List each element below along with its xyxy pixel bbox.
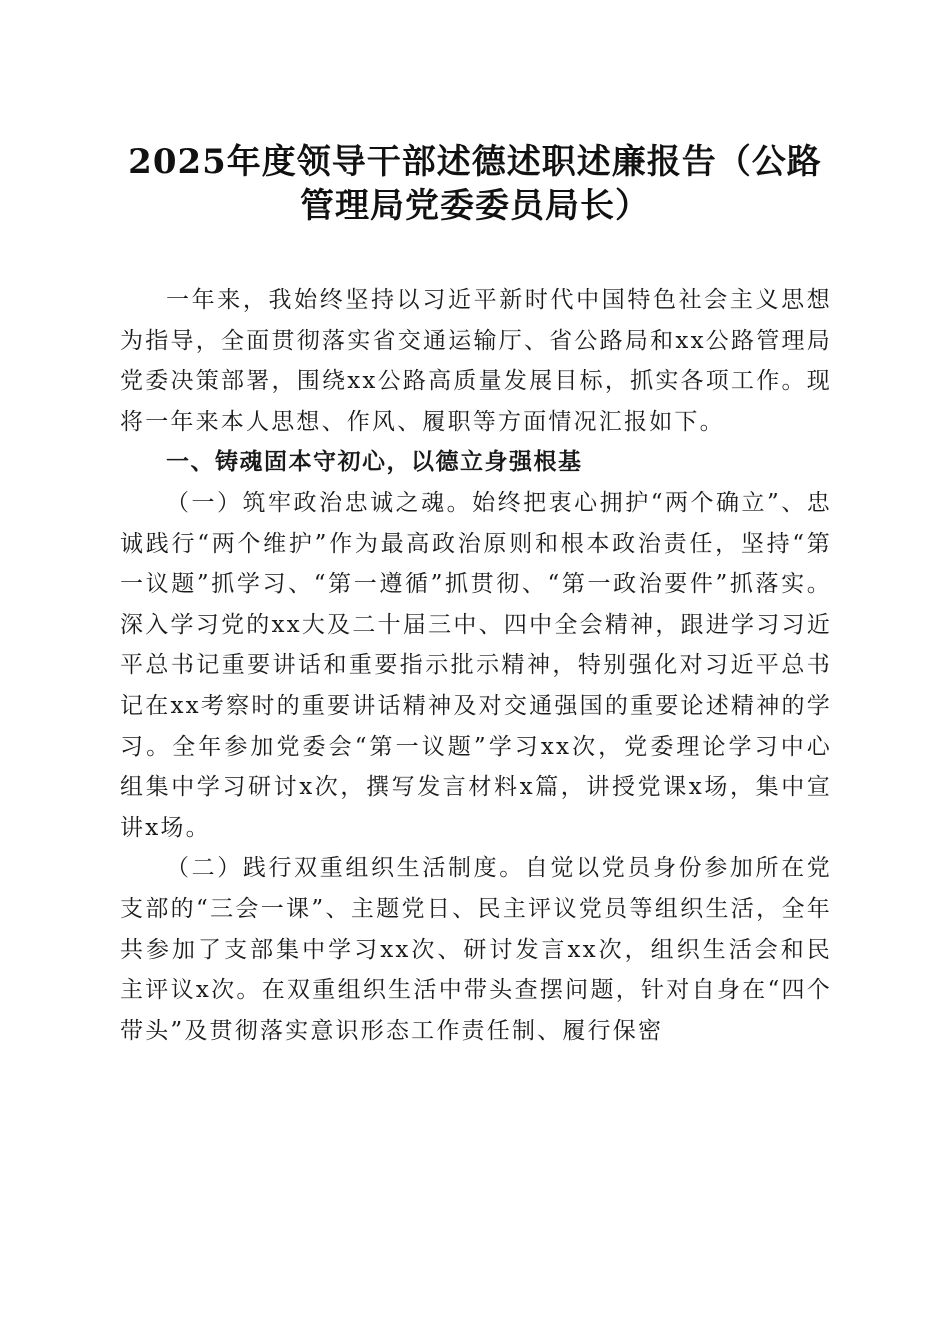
document-title-line-2: 管理局党委委员局长） xyxy=(300,186,650,226)
document-body xyxy=(120,280,832,1051)
intro-paragraph: 一年来，我始终坚持以习近平新时代中国特色社会主义思想为指导，全面贯彻落实省交通运输厅、省公路局和xx公路管理局党委决策部署，围绕xx公路高质量发展目标，抓实各项工作。现将一年来本人思想、作风、履职等方面情况汇报如下。 xyxy=(120,287,832,435)
body-paragraph-2: （二）践行双重组织生活制度。自觉以党员身份参加所在党支部的“三会一课”、主题党日、民主评议党员等组织生活，全年共参加了支部集中学习xx次、研讨发言xx次，组织生活会和民主评议x次。在双重组织生活中带头查摆问题，针对自身在“四个带头”及贯彻落实意识形态工作责任制、履行保密 xyxy=(120,855,832,1044)
section-heading-1: 一、铸魂固本守初心，以德立身强根基 xyxy=(166,449,583,476)
document-title-line-1: 2025年度领导干部述德述职述廉报告（公路 xyxy=(128,142,822,182)
body-paragraph-1: （一）筑牢政治忠诚之魂。始终把衷心拥护“两个确立”、忠诚践行“两个维护”作为最高政治原则和根本政治责任，坚持“第一议题”抓学习、“第一遵循”抓贯彻、“第一政治要件”抓落实。深入学习党的xx大及二十届三中、四中全会精神，跟进学习习近平总书记重要讲话和重要指示批示精神，特别强化对习近平总书记在xx考察时的重要讲话精神及对交通强国的重要论述精神的学习。全年参加党委会“第一议题”学习xx次，党委理论学习中心组集中学习研讨x次，撰写发言材料x篇，讲授党课x场，集中宣讲x场。 xyxy=(120,489,832,841)
